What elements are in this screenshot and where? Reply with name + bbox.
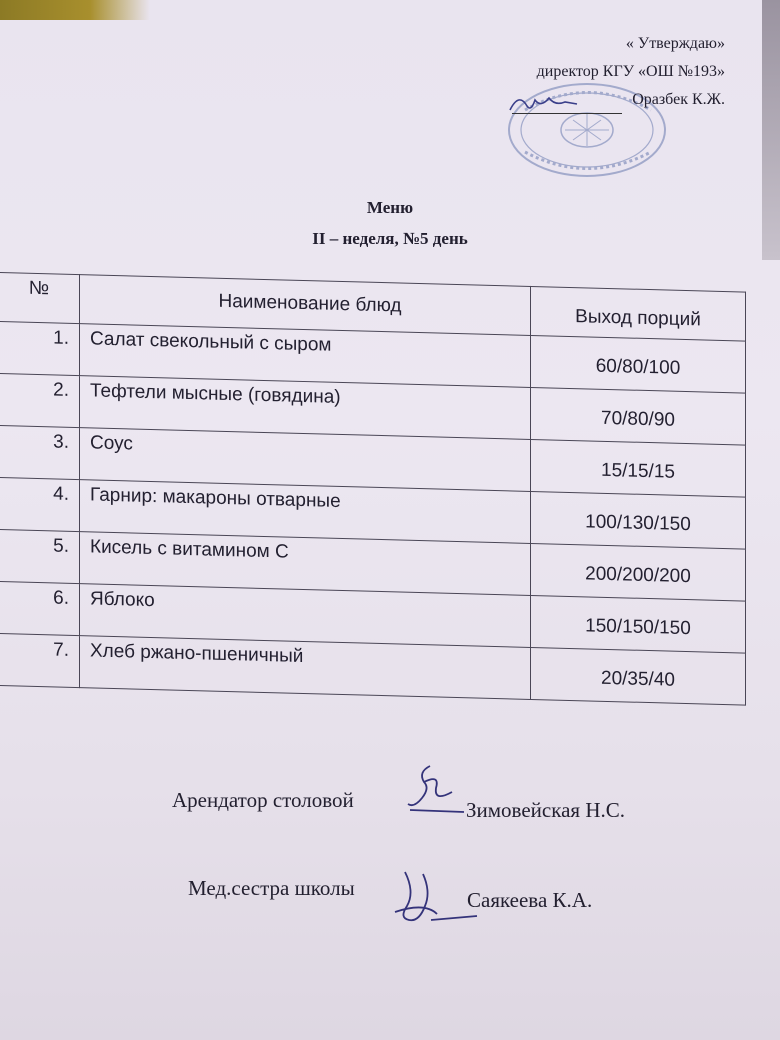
- header-yield: Выход порций: [531, 286, 746, 341]
- menu-table: [0, 272, 746, 706]
- row-number: 7.: [0, 634, 80, 688]
- row-number: 2.: [0, 374, 80, 428]
- row-dish-name: Яблоко: [80, 584, 531, 648]
- row-yield: 60/80/100: [531, 335, 746, 393]
- page-title: Меню: [366, 198, 414, 217]
- row-number: 6.: [0, 582, 80, 636]
- nurse-signature: [385, 862, 480, 932]
- row-number: 4.: [0, 478, 80, 532]
- row-dish-name: Тефтели мысные (говядина): [80, 376, 531, 440]
- row-dish-name: Кисель с витамином С: [80, 532, 531, 596]
- tenant-name: Зимовейская Н.С.: [466, 798, 626, 822]
- photo-edge-top-right: [762, 0, 780, 260]
- approval-name: Оразбек К.Ж.: [632, 91, 725, 108]
- page-subtitle: II – неделя, №5 день: [312, 229, 468, 248]
- row-yield: 15/15/15: [531, 439, 746, 497]
- row-dish-name: Салат свекольный с сыром: [80, 324, 531, 388]
- director-signature: [505, 88, 585, 118]
- nurse-role: Мед.сестра школы: [188, 876, 355, 900]
- photo-edge-top-left: [0, 0, 150, 20]
- tenant-signature: [400, 758, 470, 820]
- row-yield: 20/35/40: [531, 647, 746, 705]
- header-dish-name: Наименование блюд: [80, 275, 531, 336]
- row-yield: 200/200/200: [531, 543, 746, 601]
- row-yield: 70/80/90: [531, 387, 746, 445]
- row-dish-name: Гарнир: макароны отварные: [80, 480, 531, 544]
- nurse-name: Саякеева К.А.: [467, 888, 593, 912]
- row-yield: 100/130/150: [531, 491, 746, 549]
- tenant-role: Арендатор столовой: [172, 788, 354, 812]
- row-dish-name: Соус: [80, 428, 531, 492]
- row-number: 1.: [0, 322, 80, 376]
- row-yield: 150/150/150: [531, 595, 746, 653]
- row-dish-name: Хлеб ржано-пшеничный: [80, 636, 531, 700]
- header-number: №: [0, 273, 80, 324]
- approval-position: директор КГУ «ОШ №193»: [536, 63, 725, 80]
- approval-heading: « Утверждаю»: [625, 35, 725, 52]
- row-number: 5.: [0, 530, 80, 584]
- row-number: 3.: [0, 426, 80, 480]
